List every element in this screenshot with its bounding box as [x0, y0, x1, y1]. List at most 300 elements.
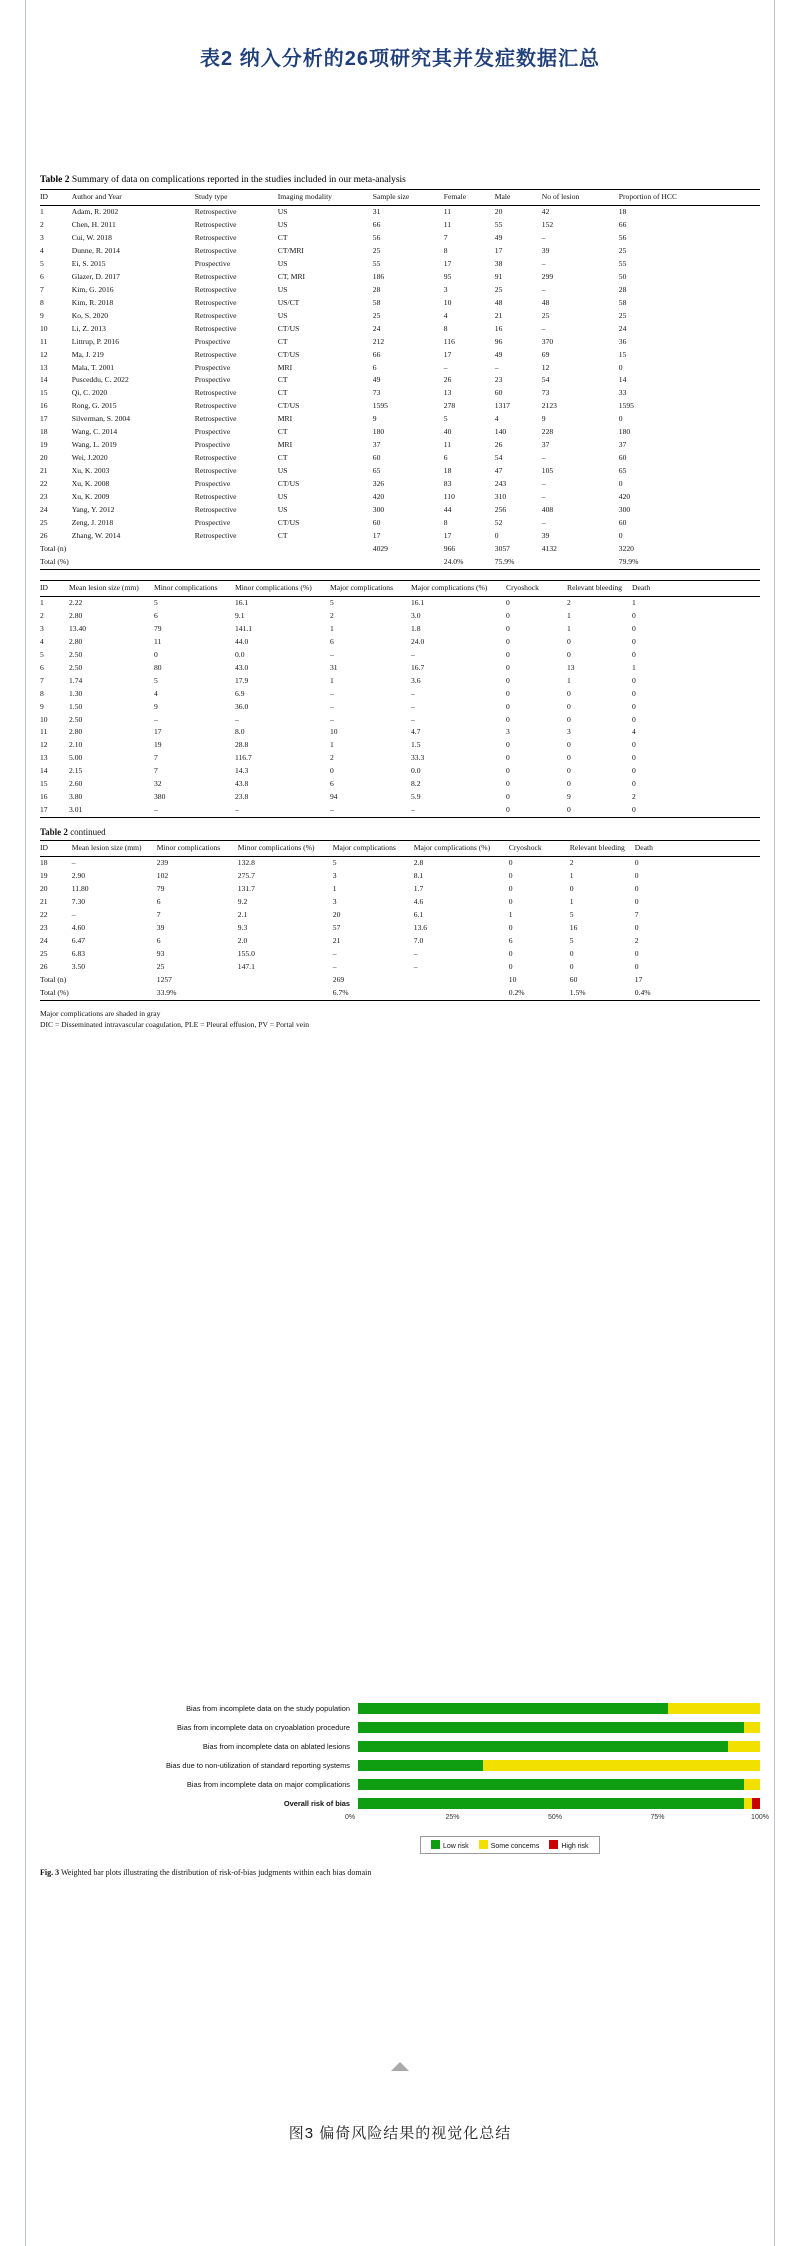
table-cell: US	[277, 206, 288, 216]
table-cell: Total (%)	[40, 987, 72, 1000]
table-cell: –	[71, 909, 76, 919]
table-cell: 31	[330, 662, 338, 672]
table-cell: 43.8	[235, 779, 249, 789]
table-cell: 38	[494, 258, 503, 268]
table-cell: 7	[40, 675, 44, 685]
table-cell: 3	[332, 896, 337, 906]
table-cell	[278, 556, 373, 569]
figure-caption-text: Weighted bar plots illustrating the distribution of risk-of-bias judgments within each bias domain	[60, 1868, 372, 1877]
table-cell: –	[332, 961, 337, 971]
table-row	[40, 623, 760, 636]
table-row	[40, 361, 760, 374]
table-cell: 269	[332, 974, 345, 984]
table-cell: CT	[277, 531, 288, 541]
table-cell: Prospective	[194, 518, 231, 528]
table-cell: Prospective	[194, 479, 231, 489]
table-cell: 22	[40, 909, 48, 919]
table-cell: 147.1	[237, 961, 255, 971]
table-cell: 8.1	[413, 871, 424, 880]
table-cell: Dunne, R. 2014	[71, 245, 120, 255]
chart-x-tick: 0%	[344, 1814, 356, 1821]
table-cell: Silverman, S. 2004	[71, 414, 130, 424]
table-cell: 26	[40, 531, 48, 541]
chart-bar-segment	[744, 1779, 760, 1790]
table-cell: 17.9	[235, 675, 249, 685]
table-cell: 2.60	[69, 779, 83, 789]
table-cell: 0	[632, 610, 636, 620]
table-cell: 14	[40, 766, 48, 776]
table-row	[40, 596, 760, 609]
table-cell: CT/US	[277, 349, 300, 359]
page-right-rule	[774, 0, 775, 2246]
table-row	[40, 896, 760, 909]
table-total-row	[40, 987, 760, 1000]
table-cell: –	[330, 688, 334, 698]
table-cell: 2.80	[69, 636, 83, 646]
table-cell: 1	[567, 675, 571, 685]
chart-legend-item	[431, 1840, 469, 1850]
table-cell: 1	[330, 623, 334, 633]
table-cell: 13.6	[413, 922, 428, 932]
table-cell: 2.50	[69, 649, 83, 659]
table-cell: 2	[632, 792, 636, 802]
column-header: Major complications	[330, 580, 411, 596]
table-cell: Total (n)	[40, 974, 67, 984]
table-cell: 9	[541, 414, 546, 424]
table-cell: 4	[40, 636, 44, 646]
table-cell: 116	[443, 336, 455, 346]
table-cell: 300	[618, 505, 631, 515]
table-cell: –	[541, 479, 546, 489]
table-cell: CT	[277, 388, 288, 398]
table-cell: 25	[618, 310, 627, 320]
column-header: No of lesion	[542, 190, 619, 206]
table-cell: 0	[506, 623, 510, 633]
table-cell: 50	[618, 271, 627, 281]
table-cell: 7.0	[413, 935, 424, 945]
table-cell: 0	[508, 896, 513, 906]
table-row	[40, 961, 760, 974]
table-cell: 69	[541, 349, 550, 359]
table-cell: 0	[506, 792, 510, 802]
column-header: ID	[40, 841, 72, 857]
table-cell: 79.9%	[619, 556, 760, 569]
table-cell: 7	[154, 766, 158, 776]
table-cell: –	[235, 804, 330, 817]
table-cell: 2	[330, 610, 334, 620]
table-cell: 13	[40, 753, 48, 763]
table-cell: 79	[156, 883, 165, 893]
table-cell: 6	[508, 935, 513, 945]
table-cell: 2	[569, 858, 574, 868]
table-cell	[414, 987, 509, 1000]
table-cell: 73	[372, 388, 381, 398]
table-cell: 0	[632, 753, 636, 763]
table-cell: Prospective	[194, 375, 231, 385]
table-cell: 3	[443, 284, 448, 294]
table-cell: 9	[40, 701, 44, 711]
table-note-abbreviations: DIC = Disseminated intravascular coagulation, PLE = Pleural effusion, PV = Portal vein	[40, 1019, 310, 1029]
table-cell: Prospective	[194, 336, 231, 346]
table-cell: 1.30	[69, 688, 83, 698]
table-cell: 0	[506, 675, 510, 685]
table-cell: 0	[506, 662, 510, 672]
table-cell: Total (n)	[40, 544, 67, 554]
table-cell: 25	[541, 310, 550, 320]
table-cell: –	[71, 858, 76, 868]
table-cell: 55	[618, 258, 627, 268]
table-cell: 6	[40, 662, 44, 672]
table-cell: 1.8	[411, 623, 421, 633]
table-cell: –	[154, 804, 235, 817]
table-cell: 65	[618, 466, 627, 476]
table-cell: Xu, K. 2003	[71, 466, 110, 476]
chart-bar-row	[40, 1700, 760, 1716]
table-cell: 1595	[618, 401, 634, 411]
table-cell: 23	[40, 922, 48, 932]
table-cell: 4	[494, 414, 499, 424]
table-cell: 6	[443, 453, 448, 463]
table-cell: 25	[494, 284, 503, 294]
table-cell: 2.50	[69, 662, 83, 672]
table-cell: 2.90	[71, 871, 86, 880]
table-cell: –	[541, 232, 546, 242]
table-cell: 2123	[541, 401, 557, 411]
table-note-shading: Major complications are shaded in gray	[40, 1008, 161, 1018]
table-cell: 21	[332, 935, 341, 945]
table-cell: Retrospective	[194, 297, 237, 307]
chart-x-tick: 75%	[650, 1814, 665, 1821]
table-cell: 180	[618, 427, 631, 437]
column-header: Female	[444, 190, 495, 206]
table-row	[40, 232, 760, 245]
table-cell: 1	[40, 206, 44, 216]
table-row	[40, 478, 760, 491]
table-cell: US	[277, 284, 288, 294]
table-cell: 11	[154, 636, 162, 646]
table-cell: 26	[494, 440, 503, 450]
table-cell: 20	[40, 883, 48, 893]
table-cell: –	[541, 492, 546, 502]
table-cell: 1.5	[411, 740, 421, 750]
table-row	[40, 310, 760, 323]
table-cell: 24.0%	[444, 556, 495, 569]
chart-category-label: Bias from incomplete data on ablated lesions	[202, 1741, 350, 1751]
table-cell: 4.7	[411, 727, 421, 737]
table-cell	[542, 556, 619, 569]
column-header: Minor complications (%)	[238, 841, 333, 857]
chart-bar-segment	[358, 1741, 728, 1752]
study-characteristics-table	[40, 189, 760, 570]
table-cell: 0	[508, 948, 513, 958]
column-header: Minor complications	[157, 841, 238, 857]
table-cell: 5	[154, 675, 158, 685]
table-cell: 73	[541, 388, 550, 398]
column-header: Sample size	[373, 190, 444, 206]
table-row	[40, 465, 760, 478]
table-label: Table 2	[40, 175, 70, 185]
table-row	[40, 258, 760, 271]
table-cell: 48	[494, 297, 503, 307]
chart-bar-segment	[668, 1703, 760, 1714]
table-cell: 12	[40, 349, 48, 359]
table-cell: 3.80	[69, 792, 83, 802]
table-cell: 0	[634, 871, 639, 880]
chart-bar-segment	[358, 1798, 744, 1809]
table-cell: 2.0	[237, 935, 248, 945]
table-cell: 6	[330, 779, 334, 789]
column-header: Death	[632, 580, 760, 596]
table-cell: 57	[332, 922, 341, 932]
table-cell: 43.0	[235, 662, 249, 672]
table-cell: 0	[506, 597, 510, 607]
table-cell: 13	[443, 388, 452, 398]
table-cell: 4	[154, 688, 158, 698]
table-row	[40, 297, 760, 310]
table-cell: Retrospective	[194, 323, 237, 333]
table-cell: Wang, C. 2014	[71, 427, 118, 437]
table-cell: 60	[372, 518, 381, 528]
table-cell: 60	[618, 518, 627, 528]
table-cell: 408	[541, 505, 554, 515]
chart-stacked-bar	[358, 1760, 760, 1771]
table-row	[40, 245, 760, 258]
complications-table-part1	[40, 580, 760, 818]
table-cell: Mala, T. 2001	[71, 362, 115, 372]
table-caption-text: Summary of data on complications reported in the studies included in our meta-analysis	[71, 175, 406, 185]
table-row	[40, 909, 760, 922]
table-cell: 22	[40, 479, 48, 489]
table-cell: 0.4%	[635, 987, 760, 1000]
table-cell: 12	[541, 362, 550, 372]
table-cell: 140	[494, 427, 507, 437]
table-cell: 4029	[372, 544, 388, 554]
scroll-up-arrow-icon	[391, 2062, 409, 2071]
table-cell: 0	[634, 858, 639, 868]
table-cell: 0	[632, 714, 636, 724]
table-cell	[72, 987, 157, 1000]
table-continued-text: continued	[70, 827, 106, 838]
table-cell: 0	[506, 688, 510, 698]
table-cell: 0	[508, 883, 513, 893]
table-cell: CT	[277, 232, 288, 242]
table-cell: Wei, J.2020	[71, 453, 108, 463]
table-cell: 13	[40, 362, 48, 372]
table-cell: –	[411, 701, 415, 711]
table-cell: 300	[372, 505, 385, 515]
table-cell	[195, 556, 278, 569]
table-cell: 256	[494, 505, 507, 515]
table-cell: 25	[40, 948, 48, 958]
table-cell: 24	[40, 935, 48, 945]
table-row	[40, 883, 760, 896]
table-cell: 278	[443, 401, 456, 411]
chart-bar-row	[40, 1738, 760, 1754]
table-row	[40, 205, 760, 218]
chart-category-label: Bias from incomplete data on cryoablation procedure	[177, 1722, 350, 1732]
table-cell: 7.30	[71, 896, 86, 906]
table-row	[40, 752, 760, 765]
table-cell: 326	[372, 479, 385, 489]
table-cell: US	[277, 258, 288, 268]
table-cell: 380	[154, 792, 166, 802]
table-cell: 17	[443, 258, 452, 268]
table-cell: 5	[569, 909, 574, 919]
table-cell: 0	[508, 871, 513, 880]
table-cell: Retrospective	[194, 492, 237, 502]
table-cell: 49	[494, 349, 503, 359]
table-cell: 65	[372, 466, 381, 476]
table-cell: Retrospective	[194, 388, 237, 398]
table-cell: 7	[156, 909, 161, 919]
table-cell: 0	[569, 883, 574, 893]
table-cell: 7	[634, 909, 639, 919]
table-row	[40, 649, 760, 662]
table-cell: 95	[443, 271, 452, 281]
table-cell: 56	[372, 232, 381, 242]
table-cell: 243	[494, 479, 507, 489]
table-cell: –	[330, 804, 411, 817]
table-cell: 8.0	[235, 727, 245, 737]
table-cell: 11	[40, 336, 48, 346]
table-cell: 1	[569, 871, 574, 880]
table-row	[40, 387, 760, 400]
table-cell: 9	[567, 792, 571, 802]
table-cell: 10	[40, 323, 48, 333]
table-cell: 6.47	[71, 935, 86, 945]
chart-x-tick: 50%	[547, 1814, 563, 1821]
table-header-row	[40, 841, 760, 857]
table-cell: 96	[494, 336, 503, 346]
chart-legend-item	[479, 1840, 540, 1850]
table-cell: MRI	[277, 440, 293, 450]
table-cell: 0	[506, 649, 510, 659]
table-cell: 36	[618, 336, 627, 346]
table-cell: 49	[372, 375, 381, 385]
chart-bar-segment	[728, 1741, 760, 1752]
column-header: Imaging modality	[278, 190, 373, 206]
table-cell: 5	[40, 649, 44, 659]
table-cell: 6	[154, 610, 158, 620]
table-cell: 6.9	[235, 688, 245, 698]
chart-x-tick: 100%	[751, 1814, 769, 1821]
table-cell: 3.01	[69, 804, 154, 817]
table-cell: 11	[443, 206, 452, 216]
table-cell: 5	[443, 414, 448, 424]
table-cell: Prospective	[194, 427, 231, 437]
table-cell: 1257	[156, 974, 172, 984]
table-cell: 7	[40, 284, 44, 294]
table-row	[40, 778, 760, 791]
table-cell: 239	[156, 858, 169, 868]
table-cell: 24	[40, 505, 48, 515]
figure-label: Fig. 3	[40, 1868, 60, 1877]
table-cell: 10	[330, 727, 338, 737]
table-cell: Total (%)	[40, 556, 72, 569]
chart-legend-swatch	[431, 1840, 440, 1849]
table-cell: 1.5%	[570, 987, 635, 1000]
table-cell: 10	[40, 714, 48, 724]
table-cell: Retrospective	[194, 284, 237, 294]
table-cell: 0	[569, 948, 574, 958]
table-row	[40, 452, 760, 465]
table-cell: 9.1	[235, 610, 245, 620]
table-cell: 2.22	[69, 597, 83, 607]
table-cell: Pusceddu, C. 2022	[71, 375, 129, 385]
table-cell: 0	[632, 766, 636, 776]
table-cell: 6.1	[413, 909, 424, 919]
table-cell: Prospective	[194, 258, 231, 268]
table-cell: Xu, K. 2008	[71, 479, 110, 489]
table-cell: 21	[494, 310, 503, 320]
table-cell: 0.0	[235, 649, 245, 659]
table-cell: 14	[618, 375, 627, 385]
column-header: ID	[40, 190, 72, 206]
table-cell: Retrospective	[194, 310, 237, 320]
table-cell: 37	[541, 440, 550, 450]
table-cell: 16	[494, 323, 503, 333]
table-cell: 0	[506, 714, 510, 724]
table-cell: 25	[156, 961, 165, 971]
table-row	[40, 219, 760, 232]
table-cell: 55	[372, 258, 381, 268]
table-cell: 26	[40, 961, 48, 971]
table-row	[40, 636, 760, 649]
table-cell: –	[541, 284, 546, 294]
table-cell: 36.0	[235, 701, 249, 711]
table-cell: 9	[154, 701, 158, 711]
table-cell: 17	[634, 974, 643, 984]
figure-caption	[40, 1868, 760, 1877]
chart-bar-row	[40, 1776, 760, 1792]
table-cell: 0	[567, 804, 632, 817]
table-cell: 11	[443, 440, 452, 450]
table-cell: Ma, J. 219	[71, 349, 104, 359]
table-cell: 93	[156, 948, 165, 958]
table-row	[40, 791, 760, 804]
table-cell: 6	[372, 362, 377, 372]
table-cell: 91	[494, 271, 503, 281]
table-cell: 102	[156, 871, 169, 880]
table-cell: 17	[494, 245, 503, 255]
table-row	[40, 284, 760, 297]
table-cell: 3.50	[71, 961, 86, 971]
table-row	[40, 335, 760, 348]
table-row	[40, 870, 760, 883]
table-cell: 13.40	[69, 623, 87, 633]
column-header: Major complications (%)	[414, 841, 509, 857]
table-cell	[278, 543, 373, 556]
table-cell: 0	[506, 766, 510, 776]
table-cell: 228	[541, 427, 554, 437]
table-cell: 17	[40, 414, 48, 424]
table-cell: 4.6	[413, 896, 424, 906]
table-cell: 1	[632, 662, 636, 672]
table-cell: 16	[40, 401, 48, 411]
table-cell: 24	[618, 323, 627, 333]
table-cell: Retrospective	[194, 219, 237, 229]
column-header: ID	[40, 580, 69, 596]
column-header: Relevant bleeding	[570, 841, 635, 857]
table-cell: 24	[372, 323, 381, 333]
table-cell: 0	[632, 675, 636, 685]
table-cell: 299	[541, 271, 554, 281]
table-cell: 9.2	[237, 896, 248, 906]
table-row	[40, 348, 760, 361]
table-cell: 6.7%	[333, 987, 414, 1000]
table-cell: 0	[569, 961, 574, 971]
table-cell: 20	[332, 909, 341, 919]
